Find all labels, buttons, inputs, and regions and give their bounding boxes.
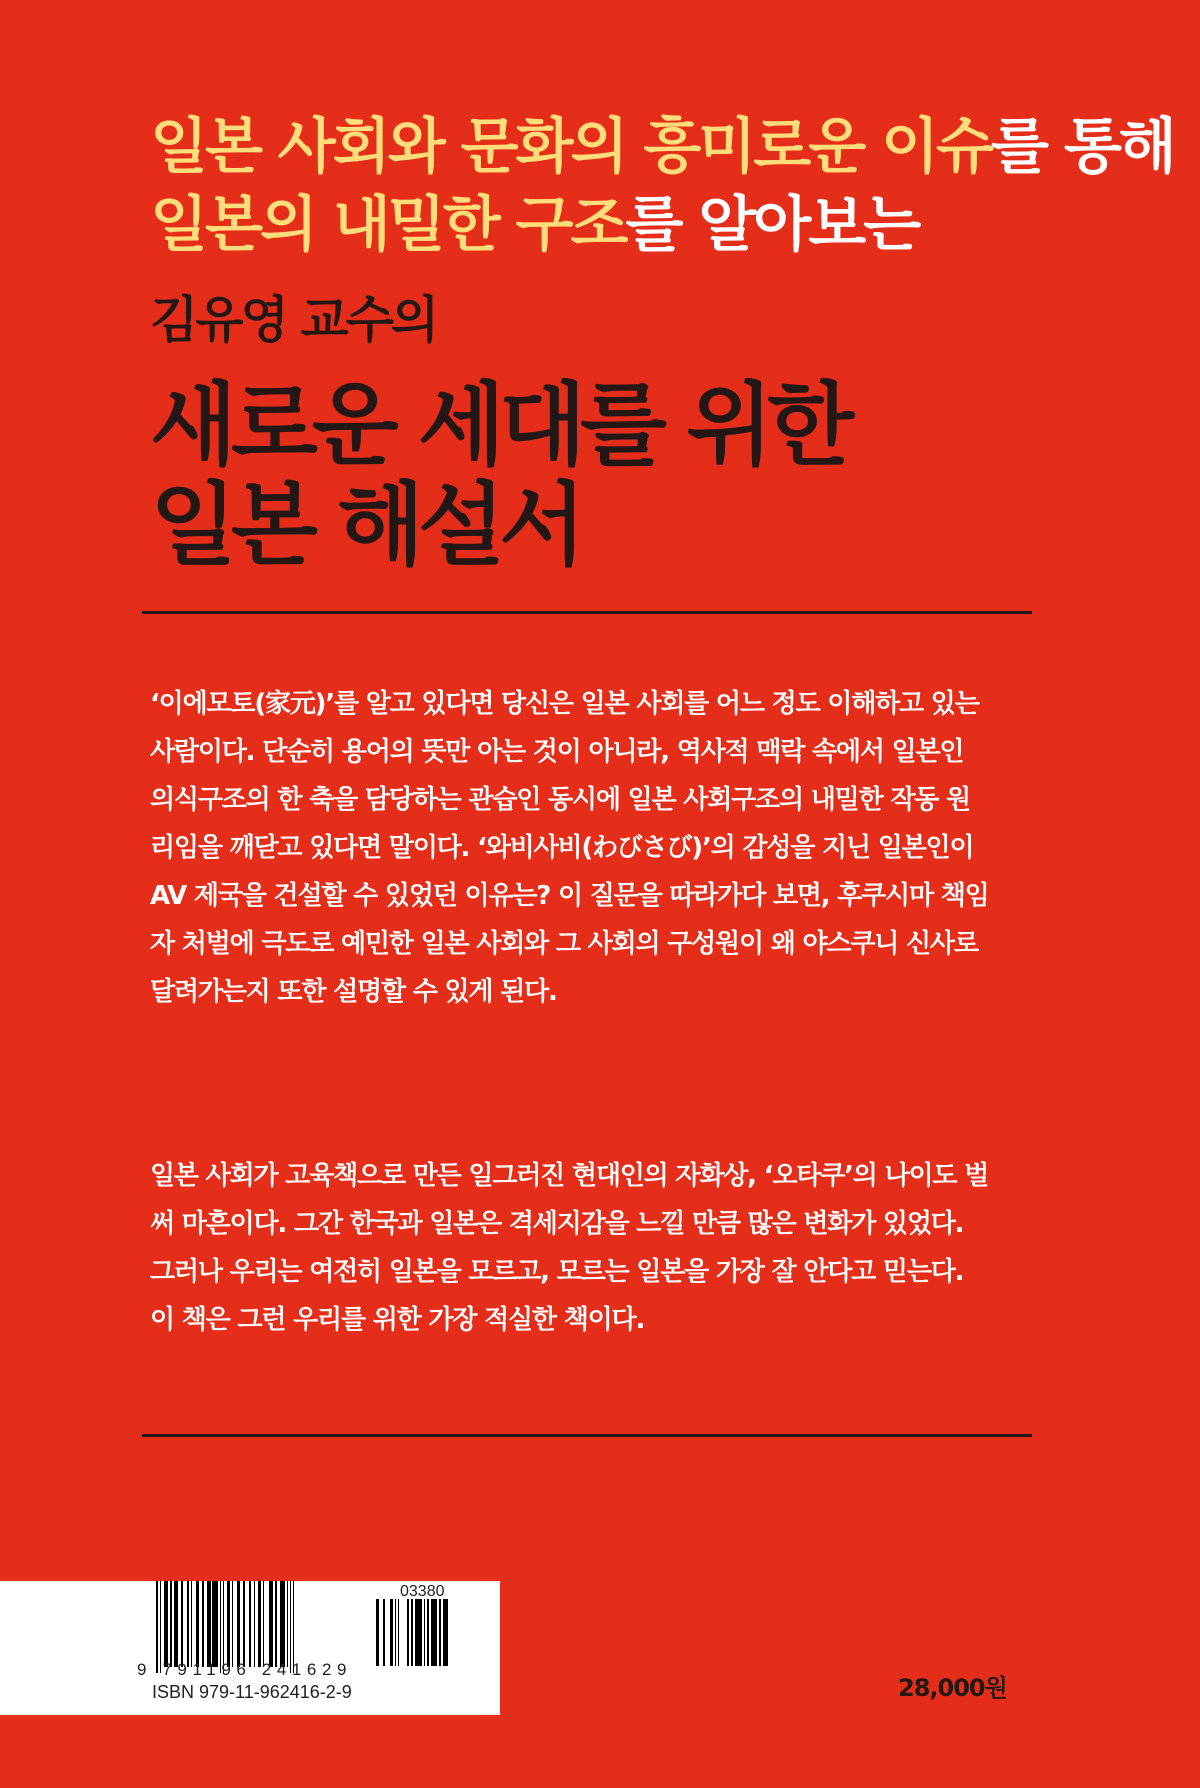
blurb-line: 리임을 깨닫고 있다면 말이다. ‘와비사비(わびさび)’의 감성을 지닌 일본인이 — [150, 833, 974, 863]
blurb-paragraph-2 — [150, 1152, 1040, 1344]
tagline-line-2 — [150, 186, 1050, 264]
isbn-number: ISBN 979-11-962416-2-9 — [152, 1682, 352, 1702]
barcode-panel — [0, 1581, 500, 1715]
tagline-headline — [150, 108, 1174, 264]
author-label: 김유영 교수의 — [150, 291, 437, 349]
blurb-line: 일본 사회가 고육책으로 만든 일그러진 현대인의 자화상, ‘오타쿠’의 나이도 벌 — [150, 1161, 989, 1191]
book-title-line-2: 일본 해설서 — [150, 473, 581, 578]
blurb-line: 자 처벌에 극도로 예민한 일본 사회와 그 사회의 구성원이 왜 야스쿠니 신사로 — [150, 929, 978, 959]
divider-top — [142, 611, 1032, 614]
addon-barcode-icon — [376, 1599, 476, 1666]
blurb-line: ‘이에모토(家元)’를 알고 있다면 당신은 일본 사회를 어느 정도 이해하고 있는 — [150, 689, 979, 719]
tagline-plain: 를 알아보는 — [625, 190, 919, 260]
addon-code: 03380 — [400, 1583, 445, 1600]
ean-digits: 9 791196 241629 — [137, 1660, 353, 1679]
tagline-line-1 — [150, 108, 1174, 186]
blurb-line: 달려가는지 또한 설명할 수 있게 된다. — [150, 977, 557, 1007]
divider-bottom — [142, 1434, 1032, 1437]
blurb-paragraph-1 — [150, 680, 1040, 1016]
blurb-line: AV 제국을 건설할 수 있었던 이유는? 이 질문을 따라가다 보면, 후쿠시마 책임 — [150, 881, 989, 911]
tagline-highlight: 일본 사회와 문화의 흥미로운 이슈 — [150, 112, 991, 182]
blurb-line: 사람이다. 단순히 용어의 뜻만 아는 것이 아니라, 역사적 맥락 속에서 일본인 — [150, 737, 964, 767]
book-title — [150, 373, 849, 578]
tagline-highlight: 일본의 내밀한 구조 — [150, 190, 626, 260]
blurb-line: 그러나 우리는 여전히 일본을 모르고, 모르는 일본을 가장 잘 안다고 믿는다. — [150, 1257, 964, 1287]
price-label: 28,000원 — [898, 1674, 1007, 1702]
blurb-line: 써 마흔이다. 그간 한국과 일본은 격세지감을 느낄 만큼 많은 변화가 있었다. — [150, 1209, 964, 1239]
tagline-plain: 를 통해 — [991, 112, 1174, 182]
blurb-line: 의식구조의 한 축을 담당하는 관습인 동시에 일본 사회구조의 내밀한 작동 원 — [150, 785, 970, 815]
book-title-line-1: 새로운 세대를 위한 — [150, 373, 849, 478]
blurb-line: 이 책은 그런 우리를 위한 가장 적실한 책이다. — [150, 1305, 645, 1335]
